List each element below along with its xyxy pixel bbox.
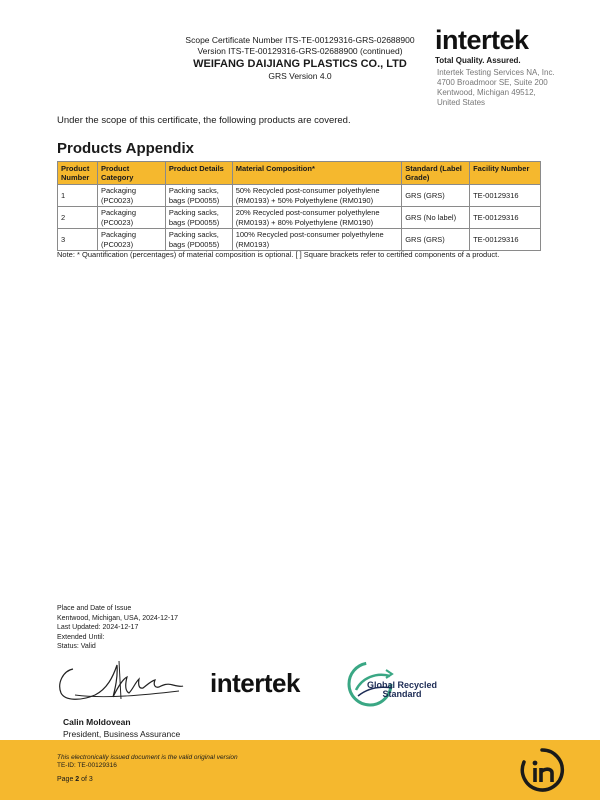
footer-band [0,740,600,800]
cell-facility-number: TE-00129316 [470,185,541,207]
products-table [57,161,541,251]
header-facility-number: Facility Number [470,162,541,185]
cell-product-number: 1 [58,185,98,207]
cell-facility-number: TE-00129316 [470,207,541,229]
section-title: Products Appendix [57,140,194,157]
cell-facility-number: TE-00129316 [470,229,541,251]
electronic-original-note: This electronically issued document is the valid original version [57,754,238,761]
header-product-details: Product Details [165,162,232,185]
cell-material-composition: 50% Recycled post-consumer polyethylene (RM0193) + 50% Polyethylene (RM0190) [232,185,402,207]
cell-material-composition: 20% Recycled post-consumer polyethylene (RM0193) + 80% Polyethylene (RM0190) [232,207,402,229]
place-date-label: Place and Date of Issue [57,605,132,612]
page-number: 2 [75,776,80,783]
grs-version: GRS Version 4.0 [268,71,332,81]
header-product-number: Product Number [58,162,98,185]
cell-product-details: Packing sacks, bags (PD0055) [165,229,232,251]
address-line: Intertek Testing Services NA, Inc. [437,68,555,77]
cell-standard: GRS (No label) [402,207,470,229]
grs-logo-text [362,681,442,699]
cell-product-number: 2 [58,207,98,229]
cell-standard: GRS (GRS) [402,229,470,251]
signature-image [55,655,185,703]
cell-standard: GRS (GRS) [402,185,470,207]
cell-product-category: Packaging (PC0023) [97,229,165,251]
signer-name: Calin Moldovean [63,717,131,727]
certificate-version: Version ITS-TE-00129316-GRS-02688900 (continued) [197,46,403,56]
signer-title: President, Business Assurance [63,729,181,739]
grs-logo-line1: Global Recycled [366,680,438,690]
status: Status: Valid [57,643,96,650]
table-row [58,229,541,251]
address-line: Kentwood, Michigan 49512, [437,88,536,97]
cell-product-category: Packaging (PC0023) [97,207,165,229]
cell-product-category: Packaging (PC0023) [97,185,165,207]
signer-block [63,716,180,740]
place-date-value: Kentwood, Michigan, USA, 2024-12-17 [57,614,179,622]
page-suffix: of 3 [79,776,93,783]
address-line: 4700 Broadmoor SE, Suite 200 [437,78,548,87]
header-product-category: Product Category [97,162,165,185]
header-standard: Standard (Label Grade) [402,162,470,185]
company-name: WEIFANG DAIJIANG PLASTICS CO., LTD [193,58,407,70]
intertek-logo-center: intertek [210,668,300,698]
issue-details [57,604,178,652]
table-row [58,185,541,207]
header-material-composition: Material Composition* [232,162,402,185]
cell-product-details: Packing sacks, bags (PD0055) [165,185,232,207]
last-updated: Last Updated: 2024-12-17 [57,624,139,631]
cell-product-details: Packing sacks, bags (PD0055) [165,207,232,229]
scope-intro-text: Under the scope of this certificate, the following products are covered. [57,115,351,126]
page-prefix: Page [57,776,76,783]
certificate-header [150,35,450,82]
te-id: TE-ID: TE-00129316 [57,762,117,769]
intertek-tagline: Total Quality. Assured. [435,56,521,65]
page-indicator [57,776,93,783]
intertek-logo [435,26,555,65]
intertek-address [437,68,557,108]
table-note: Note: * Quantification (percentages) of material composition is optional. [ ] Square brackets refer to certified components of a product. [57,250,500,259]
intertek-logo-text: intertek [435,25,529,55]
cell-material-composition: 100% Recycled post-consumer polyethylene (RM0193) [232,229,402,251]
grs-logo-line2: Standard [382,689,422,699]
address-line: United States [437,98,486,107]
table-row [58,207,541,229]
scope-certificate-number: Scope Certificate Number ITS-TE-00129316-GRS-02688900 [185,35,415,45]
table-header-row [58,162,541,185]
cell-product-number: 3 [58,229,98,251]
extended-until: Extended Until: [57,633,105,641]
intertek-in-icon [518,746,566,794]
